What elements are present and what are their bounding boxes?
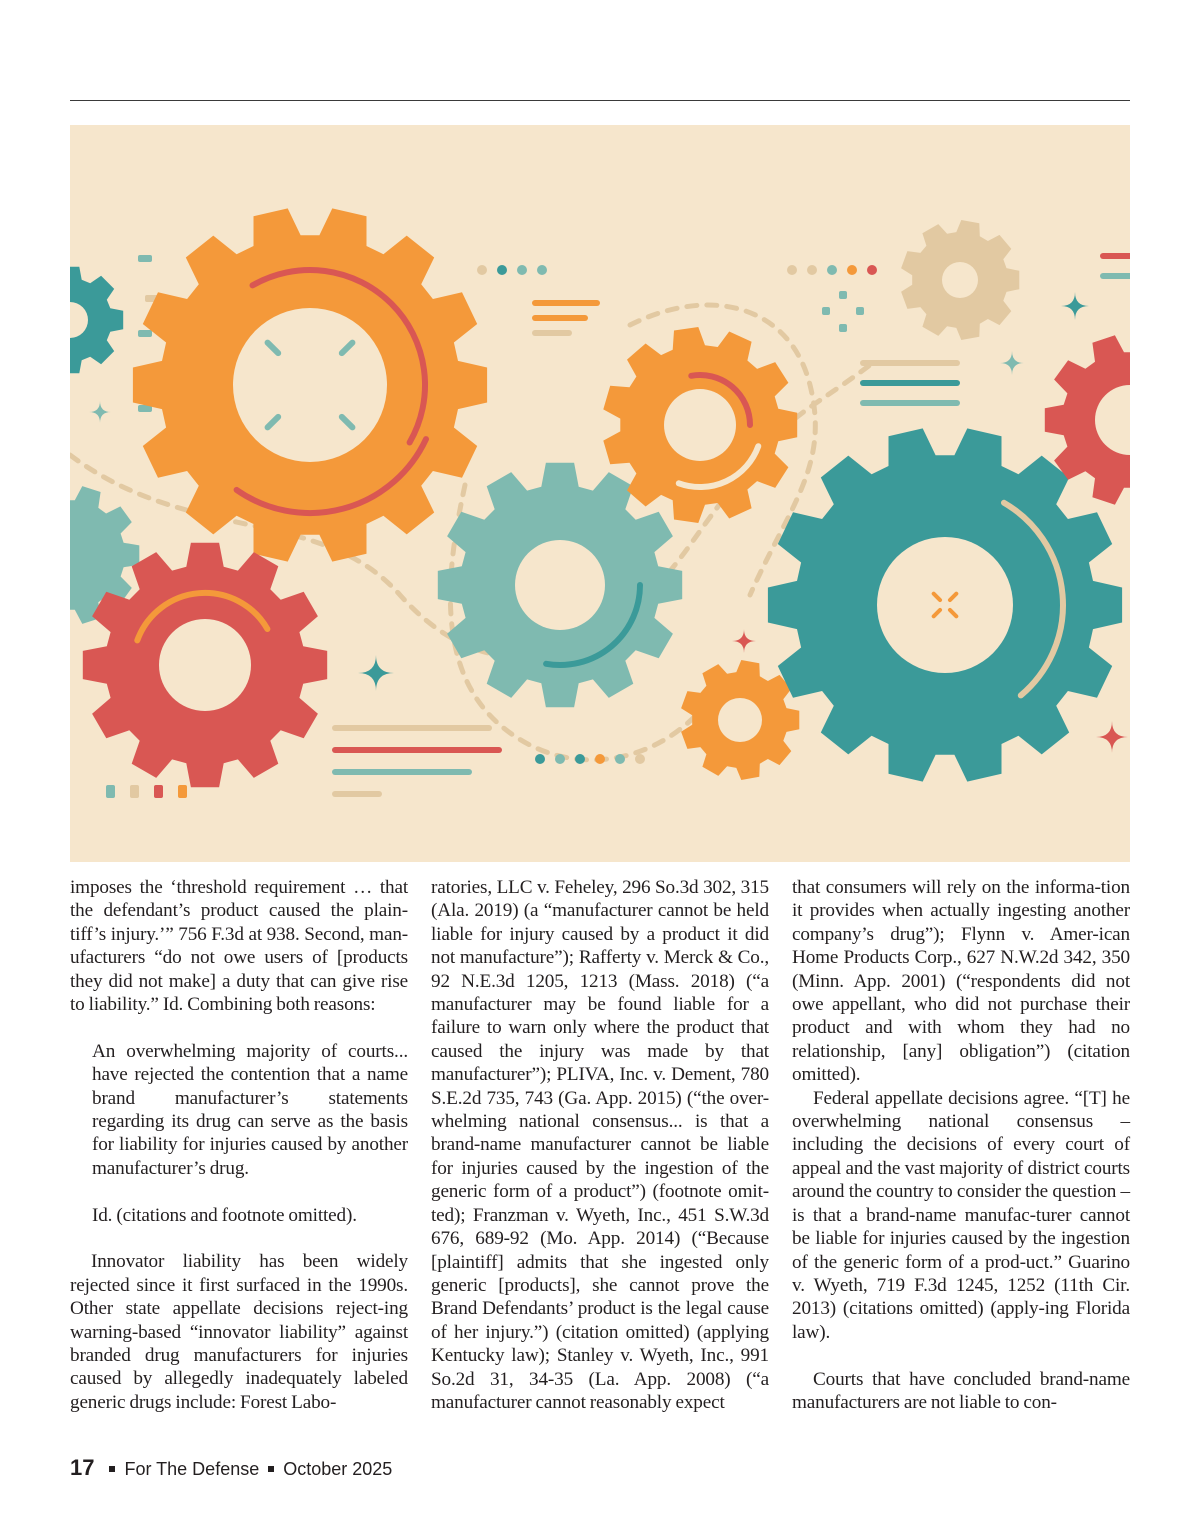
paragraph-text: that consumers will rely on the informa-tion it provides when actually ingesting another company’s drug”); Flynn v. Amer-ican Home Products Corp., 627 N.W.2d 342, 350 (Minn. App. 2001) (“respondents did not owe appellant, who did not purchase their product and with whom they had no relationship, [any] obligation”) (citation omitted). bbox=[792, 877, 1130, 1086]
gear-hole bbox=[942, 262, 978, 298]
paragraph-text: imposes the ‘threshold requirement … that the defendant’s product caused the plain-tiff’s injury.’” 756 F.3d at 938. Second, man-ufacturers “do not owe users of [products they did not make] a duty that can give rise to liability.” Id. Combining both reasons: bbox=[70, 877, 408, 1016]
block-quote bbox=[92, 1040, 408, 1180]
gear-hole bbox=[233, 308, 387, 462]
gear-hole bbox=[664, 389, 736, 461]
text-column-3 bbox=[792, 876, 1130, 1414]
paragraph-text: Innovator liability has been widely rejected since it first surfaced in the 1990s. Other state appellate decisions reject-ing warning-based “innovator liability” against branded drug manufacturers for injuries caused by allegedly inadequately labeled generic drugs include: Forest Labo- bbox=[70, 1251, 408, 1413]
separator-icon bbox=[268, 1466, 274, 1472]
page-footer bbox=[70, 1456, 392, 1481]
text-column-2 bbox=[431, 876, 769, 1414]
gear-hole bbox=[877, 537, 1013, 673]
paragraph bbox=[792, 1087, 1130, 1344]
gears-artwork bbox=[70, 125, 1130, 862]
block-quote-text: An overwhelming majority of courts... have rejected the contention that a name brand manufacturer’s statements regarding its drug can serve as the basis for liability for injuries caused by another manufacturer’s drug. bbox=[92, 1040, 408, 1179]
paragraph bbox=[431, 876, 769, 1414]
gear-hole bbox=[718, 698, 762, 742]
page-number: 17 bbox=[70, 1455, 95, 1480]
paragraph bbox=[792, 876, 1130, 1087]
gears-illustration bbox=[70, 125, 1130, 862]
paragraph bbox=[70, 876, 408, 1016]
paragraph bbox=[70, 1250, 408, 1414]
separator-icon bbox=[109, 1466, 115, 1472]
text-column-1 bbox=[70, 876, 408, 1414]
gear-hole bbox=[515, 540, 605, 630]
citation-text: Id. (citations and footnote omitted). bbox=[92, 1204, 357, 1226]
paragraph-text: Federal appellate decisions agree. “[T] he overwhelming national consensus – including the decisions of every court of appeal and the vast majority of district courts around the country to consider the question – is that a brand-name manufac-turer cannot be liable for injuries caused by the ingestion of the generic form of a prod-uct.” Guarino v. Wyeth, 719 F.3d 1245, 1252 (11th Cir. 2013) (citations omitted) (apply-ing Florida law). bbox=[792, 1087, 1130, 1343]
paragraph-text: Courts that have concluded brand-name manufacturers are not liable to con- bbox=[792, 1368, 1130, 1413]
issue-date: October 2025 bbox=[283, 1459, 393, 1479]
publication-name: For The Defense bbox=[124, 1459, 260, 1479]
paragraph bbox=[792, 1368, 1130, 1415]
gear-group bbox=[70, 208, 1130, 787]
gear-hole bbox=[159, 619, 251, 711]
paragraph-text: ratories, LLC v. Feheley, 296 So.3d 302, 315 (Ala. 2019) (a “manufacturer cannot be held liable for injury caused by a product it did not manufacture”); Rafferty v. Merck & Co., 92 N.E.3d 1205, 1213 (Mass. 2018) (“a manufacturer may be found liable for a failure to warn only where the product that caused the injury was made by that manufacturer”); PLIVA, Inc. v. Dement, 780 S.E.2d 735, 743 (Ga. App. 2015) (“the over-whelming national consensus... is that a brand-name manufacturer cannot be liable for injuries caused by the ingestion of the generic form of a product”) (footnote omit-ted); Franzman v. Wyeth, Inc., 451 S.W.3d 676, 689-92 (Mo. App. 2014) (“Because [plaintiff] admits that she ingested only generic [products], she cannot prove the Brand Defendants’ product is the legal cause of her injury.”) (citation omitted) (applying Kentucky law); Stanley v. Wyeth, Inc., 991 So.2d 31, 34-35 (La. App. 2008) (“a manufacturer cannot reasonably expect bbox=[431, 877, 769, 1413]
header-rule bbox=[70, 100, 1130, 101]
citation bbox=[92, 1204, 408, 1227]
